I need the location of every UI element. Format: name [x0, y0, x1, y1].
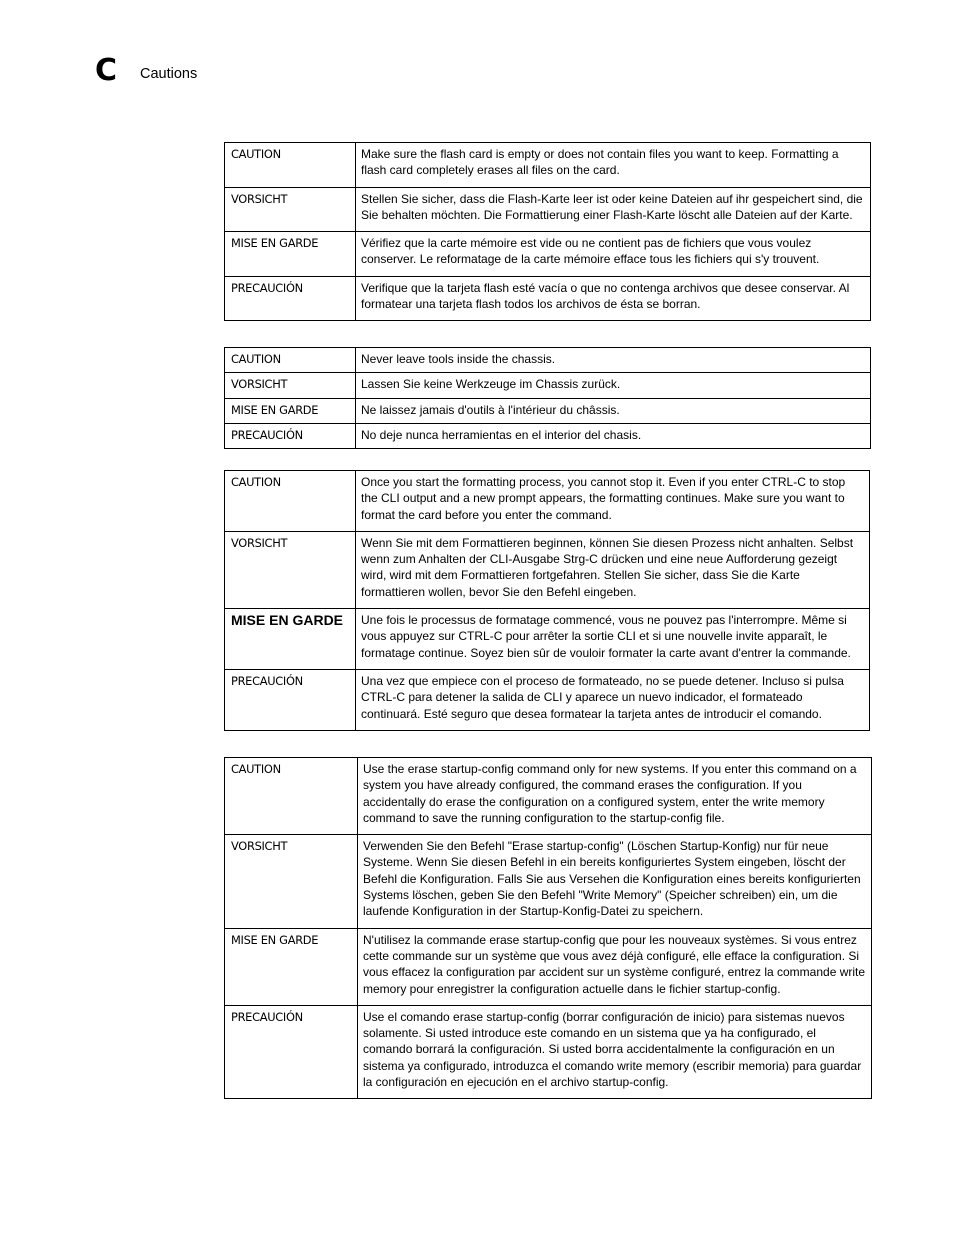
caution-text-fr: Ne laissez jamais d'outils à l'intérieur du châssis. [356, 398, 871, 423]
caution-table-erase-startup-config [224, 757, 872, 1099]
chapter-title: Cautions [140, 66, 198, 82]
caution-text-fr: Une fois le processus de formatage commencé, vous ne pouvez pas l'interrompre. Même si vous appuyez sur CTRL-C pour arrêter la sortie CLI et si une nouvelle invite apparaît, le formatage continue. Soyez bien sûr de vouloir formater la carte avant d'entrer la commande. [356, 609, 870, 670]
caution-label-es: PRECAUCIÓN [225, 423, 356, 448]
caution-text-de: Lassen Sie keine Werkzeuge im Chassis zurück. [356, 373, 871, 398]
table-row [225, 398, 871, 423]
table-row [225, 928, 872, 1005]
table-row [225, 348, 871, 373]
table-row [225, 758, 872, 835]
table-row [225, 531, 870, 608]
caution-label-de: VORSICHT [225, 373, 356, 398]
table-row [225, 276, 871, 321]
caution-label-de: VORSICHT [225, 835, 358, 928]
caution-text-es: Use el comando erase startup-config (borrar configuración de inicio) para sistemas nuevos solamente. Si usted introduce este comando en un sistema que ya ha configurado, el comando borrará la configuración. Si usted borra accidentalmente la configuración en un sistema ya configurado, introduzca el comando write memory (escribir memoria) para guardar la configuración en ejecución en el archivo startup-config. [358, 1005, 872, 1098]
caution-label-de: VORSICHT [225, 187, 356, 232]
caution-text-fr: N'utilisez la commande erase startup-config que pour les nouveaux systèmes. Si vous entrez cette commande sur un système que vous avez déjà configuré, elle efface la configuration. Si vous effacez la configuration par accident sur un système configuré, entrez la commande write memory pour enregistrer la configuration actuelle dans le fichier startup-config. [358, 928, 872, 1005]
caution-label-en: CAUTION [225, 758, 358, 835]
caution-table-flash-card [224, 142, 871, 321]
table-row [225, 232, 871, 277]
caution-label-es: PRECAUCIÓN [225, 276, 356, 321]
caution-label-de: VORSICHT [225, 531, 356, 608]
caution-text-de: Stellen Sie sicher, dass die Flash-Karte leer ist oder keine Dateien auf ihr gespeichert sind, die Sie behalten möchten. Die Formattierung einer Flash-Karte löscht alle Dateien auf der Karte. [356, 187, 871, 232]
caution-label-en: CAUTION [225, 143, 356, 188]
table-row [225, 373, 871, 398]
caution-label-fr: MISE EN GARDE [225, 232, 356, 277]
table-row [225, 187, 871, 232]
caution-label-en: CAUTION [225, 471, 356, 532]
caution-label-en: CAUTION [225, 348, 356, 373]
caution-label-es: PRECAUCIÓN [225, 1005, 358, 1098]
table-row [225, 423, 871, 448]
caution-text-de: Wenn Sie mit dem Formattieren beginnen, können Sie diesen Prozess nicht anhalten. Selbst wenn zum Anhalten der CLI-Ausgabe Strg-C drücken und eine neue Aufforderung gezeigt wird, wird mit dem Formattieren fortgefahren. Stellen Sie sicher, dass Sie die Karte formattieren wollen, bevor Sie den Befehl eingeben. [356, 531, 870, 608]
caution-text-es: No deje nunca herramientas en el interior del chasis. [356, 423, 871, 448]
caution-table-formatting [224, 470, 870, 731]
table-row [225, 143, 871, 188]
caution-label-fr: MISE EN GARDE [225, 398, 356, 423]
caution-label-fr: MISE EN GARDE [225, 928, 358, 1005]
chapter-letter: C [95, 53, 118, 88]
caution-label-fr: MISE EN GARDE [225, 609, 356, 670]
table-row [225, 669, 870, 730]
caution-text-en: Make sure the flash card is empty or does not contain files you want to keep. Formatting a flash card completely erases all files on the card. [356, 143, 871, 188]
caution-text-de: Verwenden Sie den Befehl "Erase startup-config" (Löschen Startup-Konfig) nur für neue Systeme. Wenn Sie diesen Befehl in ein bereits konfiguriertes System eingeben, löscht der Befehl die Konfiguration. Falls Sie aus Versehen die Konfiguration eines bereits konfigurierten Systems löschen, geben Sie den Befehl "Write Memory" (Speicher schreiben) ein, um die laufende Konfiguration in der Startup-Konfig-Datei zu speichern. [358, 835, 872, 928]
caution-text-en: Use the erase startup-config command only for new systems. If you enter this command on a system you have already configured, the command erases the configuration. If you accidentally do erase the configuration on a configured system, enter the write memory command to save the running configuration to the startup-config file. [358, 758, 872, 835]
caution-table-tools [224, 347, 871, 449]
table-row [225, 1005, 872, 1098]
table-row [225, 471, 870, 532]
caution-label-es: PRECAUCIÓN [225, 669, 356, 730]
caution-text-en: Never leave tools inside the chassis. [356, 348, 871, 373]
caution-text-es: Una vez que empiece con el proceso de formateado, no se puede detener. Incluso si pulsa CTRL-C para detener la salida de CLI y aparece un nuevo indicador, el formateado continuará. Esté seguro que desea formatear la tarjeta antes de introducir el comando. [356, 669, 870, 730]
table-row [225, 609, 870, 670]
caution-text-fr: Vérifiez que la carte mémoire est vide ou ne contient pas de fichiers que vous voulez conserver. Le reformatage de la carte mémoire efface tous les fichiers qui s'y trouvent. [356, 232, 871, 277]
caution-text-es: Verifique que la tarjeta flash esté vacía o que no contenga archivos que desee conservar. Al formatear una tarjeta flash todos los archivos de ésta se borran. [356, 276, 871, 321]
table-row [225, 835, 872, 928]
caution-text-en: Once you start the formatting process, you cannot stop it. Even if you enter CTRL-C to stop the CLI output and a new prompt appears, the formatting continues. Make sure you want to format the card before you enter the command. [356, 471, 870, 532]
